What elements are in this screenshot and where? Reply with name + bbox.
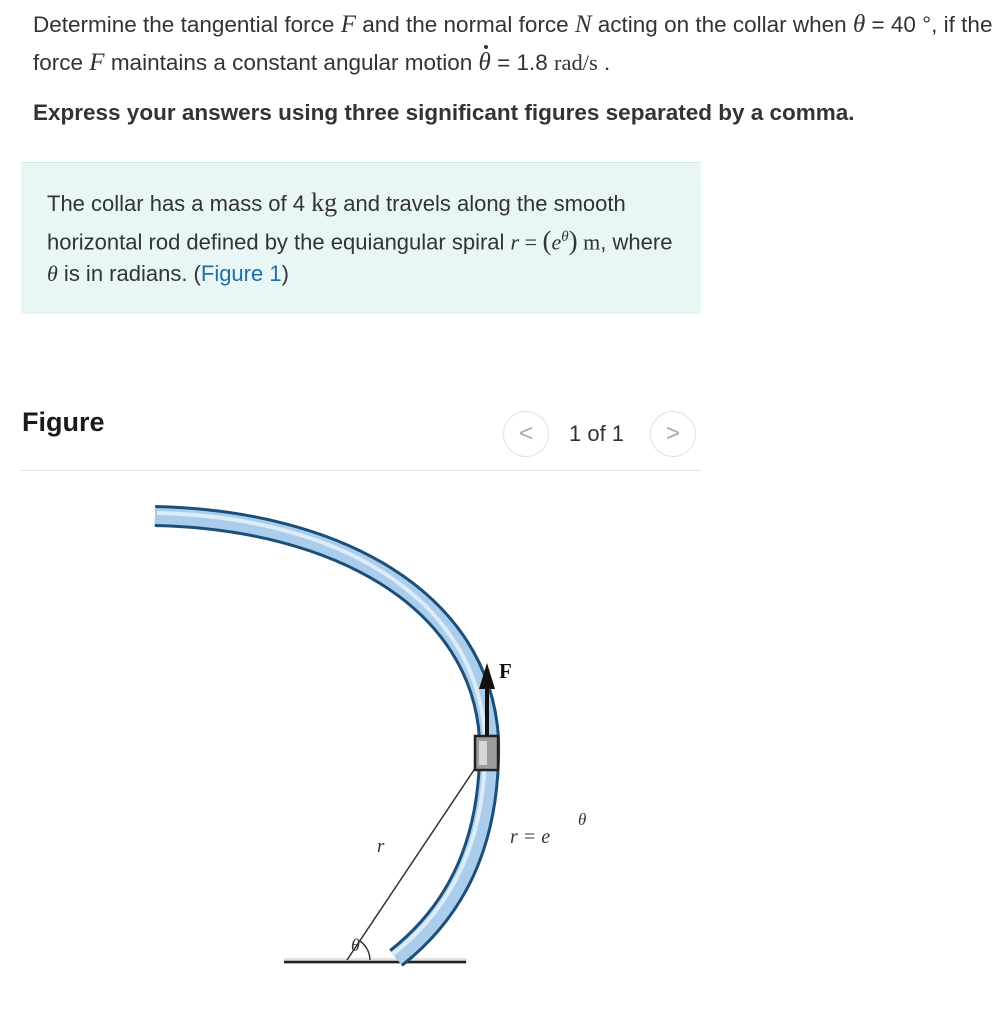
collar-shine bbox=[479, 741, 487, 765]
figure-page-indicator: 1 of 1 bbox=[569, 421, 625, 446]
figure-heading: Figure bbox=[22, 407, 105, 437]
problem-statement: Determine the tangential force F and the normal force N acting on the collar when θ = 40 °, if the force F maintains a constant angular motion θ = 1.8 rad/s . bbox=[33, 6, 998, 82]
label-force-F: F bbox=[499, 659, 512, 683]
spiral-rod-outline bbox=[155, 516, 489, 958]
label-r: r bbox=[377, 836, 385, 857]
theta-dot-symbol: θ bbox=[479, 44, 491, 82]
symbol-N: N bbox=[574, 11, 592, 38]
label-spiral-equation: r = e bbox=[510, 826, 551, 848]
angle-value: 40 bbox=[890, 12, 916, 37]
symbol-F: F bbox=[340, 11, 356, 38]
rod-highlight bbox=[157, 513, 485, 954]
answer-instruction: Express your answers using three significant figures separated by a comma. bbox=[33, 100, 855, 125]
info-text: The collar has a mass of 4 kg and travels along the smooth horizontal rod defined by the equiangular spiral $r = (e^\theta)$ m, where θ is in radians. (Figure 1) bbox=[47, 188, 673, 287]
figure-1-link[interactable]: Figure 1 bbox=[200, 261, 282, 287]
spiral-rod bbox=[155, 516, 489, 958]
angular-rate: = 1.8 bbox=[490, 50, 554, 75]
label-exponent-theta: θ bbox=[578, 810, 587, 829]
chevron-right-icon: > bbox=[665, 420, 680, 447]
label-theta: θ bbox=[351, 935, 360, 955]
chevron-left-icon: < bbox=[518, 420, 533, 447]
theta-arc bbox=[360, 941, 370, 960]
